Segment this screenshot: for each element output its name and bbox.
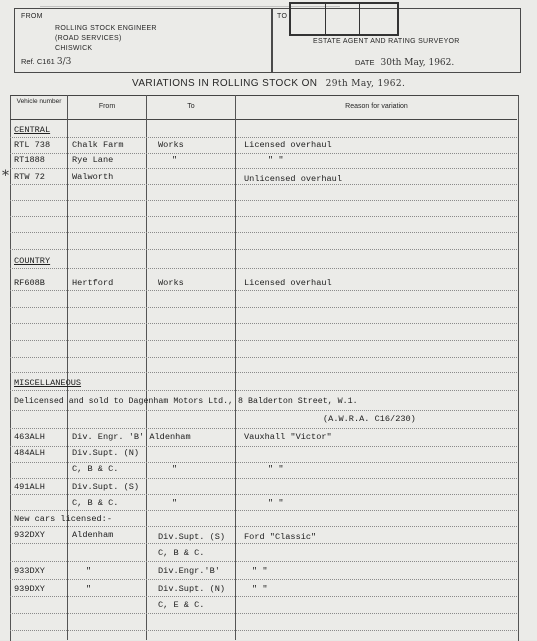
cell-from: Div. Engr. 'B' Aldenham (72, 432, 191, 442)
cell-reason: Unlicensed overhaul (244, 174, 342, 184)
cell-to: Works (158, 140, 184, 150)
date-line (355, 58, 454, 68)
new-cars-line: New cars licensed:- (14, 514, 112, 524)
cell-to: Div.Supt. (N) (158, 584, 226, 594)
cell-from-line2: C, B & C. (72, 498, 119, 508)
page-title (132, 78, 405, 89)
cell-to: Div.Supt. (S) (158, 532, 226, 542)
table-header-rule (10, 119, 517, 120)
title-date: 29th May, 1962. (325, 79, 406, 89)
cell-reason: " " (252, 566, 268, 576)
cell-reason: " " (252, 584, 268, 594)
row-rule (10, 268, 517, 269)
section-misc: MISCELLANEOUS (14, 378, 82, 388)
row-rule (10, 340, 517, 341)
cell-reason: " " (268, 155, 284, 165)
cell-from: Div.Supt. (S) (72, 482, 140, 492)
col-header-vehicle: Vehicle number (16, 98, 62, 105)
row-rule (10, 410, 517, 411)
cell-vehicle: 933DXY (14, 566, 45, 576)
to-value: ESTATE AGENT AND RATING SURVEYOR (313, 38, 460, 45)
cell-vehicle: 932DXY (14, 530, 45, 540)
row-rule (10, 462, 517, 463)
row-rule (10, 200, 517, 201)
cell-vehicle: 939DXY (14, 584, 45, 594)
cell-from: Aldenham (72, 530, 114, 540)
row-rule (10, 543, 517, 544)
date-label: DATE (355, 58, 375, 67)
cell-reason: " " (268, 464, 284, 474)
row-rule (10, 613, 517, 614)
row-rule (10, 184, 517, 185)
delicensed-line: Delicensed and sold to Dagenham Motors Ltd., 8 Balderton Street, W.1. (14, 397, 358, 406)
cell-from: Chalk Farm (72, 140, 124, 150)
cell-vehicle: RTL 738 (14, 140, 51, 150)
cell-reason: Licensed overhaul (244, 140, 332, 150)
margin-asterisk: * (2, 168, 9, 184)
from-line-1: ROLLING STOCK ENGINEER (55, 25, 157, 32)
row-rule (10, 372, 517, 373)
cell-to: Works (158, 278, 184, 288)
from-label: FROM (21, 13, 43, 20)
cell-from: Hertford (72, 278, 114, 288)
section-country: COUNTRY (14, 256, 51, 266)
col-header-to: To (187, 103, 195, 110)
row-rule (10, 561, 517, 562)
ref-hand: 3/3 (56, 57, 72, 67)
to-stamp-divider-1 (325, 4, 326, 34)
to-box (272, 8, 521, 73)
cell-reason: Licensed overhaul (244, 278, 332, 288)
ref-line (21, 57, 71, 67)
row-rule (10, 428, 517, 429)
cell-to-line2: C, B & C. (158, 548, 205, 558)
to-stamp-divider-2 (359, 4, 360, 34)
row-rule (10, 290, 517, 291)
row-rule (10, 249, 517, 250)
row-rule (10, 153, 517, 154)
row-rule (10, 216, 517, 217)
row-rule (10, 168, 517, 169)
cell-from-line2: C, B & C. (72, 464, 119, 474)
to-label: TO (277, 13, 288, 20)
row-rule (10, 307, 517, 308)
cell-from: Div.Supt. (N) (72, 448, 140, 458)
cell-to: " (172, 498, 178, 508)
cell-from: " (86, 566, 92, 576)
row-rule (10, 526, 517, 527)
section-central: CENTRAL (14, 125, 51, 135)
col-header-reason: Reason for variation (345, 103, 408, 110)
to-stamp-box (289, 2, 399, 36)
cell-from: Rye Lane (72, 155, 114, 165)
from-line-3: CHISWICK (55, 45, 93, 52)
cell-to-line2: C, E & C. (158, 600, 205, 610)
cell-vehicle: RT1888 (14, 155, 45, 165)
awra-reference: (A.W.R.A. C16/230) (323, 414, 416, 424)
cell-to: " (172, 155, 178, 165)
ref-value: C161 (36, 57, 55, 66)
col-divider-2 (146, 95, 147, 640)
cell-vehicle: RTW 72 (14, 172, 45, 182)
from-line-2: (ROAD SERVICES) (55, 35, 122, 42)
date-value: 30th May, 1962. (380, 58, 455, 68)
row-rule (10, 390, 517, 391)
cell-vehicle: 463ALH (14, 432, 45, 442)
row-rule (10, 137, 517, 138)
row-rule (10, 323, 517, 324)
col-header-from: From (98, 103, 116, 110)
row-rule (10, 232, 517, 233)
from-box (14, 8, 272, 73)
row-rule (10, 579, 517, 580)
col-divider-3 (235, 95, 236, 640)
ref-label: Ref. (21, 57, 35, 66)
cell-reason: " " (268, 498, 284, 508)
cell-to: Div.Engr.'B' (158, 566, 220, 576)
row-rule (10, 510, 517, 511)
cell-vehicle: RF608B (14, 278, 45, 288)
col-divider-1 (67, 95, 68, 640)
row-rule (10, 478, 517, 479)
row-rule (10, 446, 517, 447)
cell-vehicle: 484ALH (14, 448, 45, 458)
cell-to: " (172, 464, 178, 474)
row-rule (10, 357, 517, 358)
cell-from: " (86, 584, 92, 594)
cell-from: Walworth (72, 172, 114, 182)
cell-reason: Vauxhall "Victor" (244, 432, 332, 442)
row-rule (10, 630, 517, 631)
cell-vehicle: 491ALH (14, 482, 45, 492)
row-rule (10, 494, 517, 495)
cell-reason: Ford "Classic" (244, 532, 317, 542)
row-rule (10, 596, 517, 597)
title-text: VARIATIONS IN ROLLING STOCK ON (132, 78, 318, 89)
